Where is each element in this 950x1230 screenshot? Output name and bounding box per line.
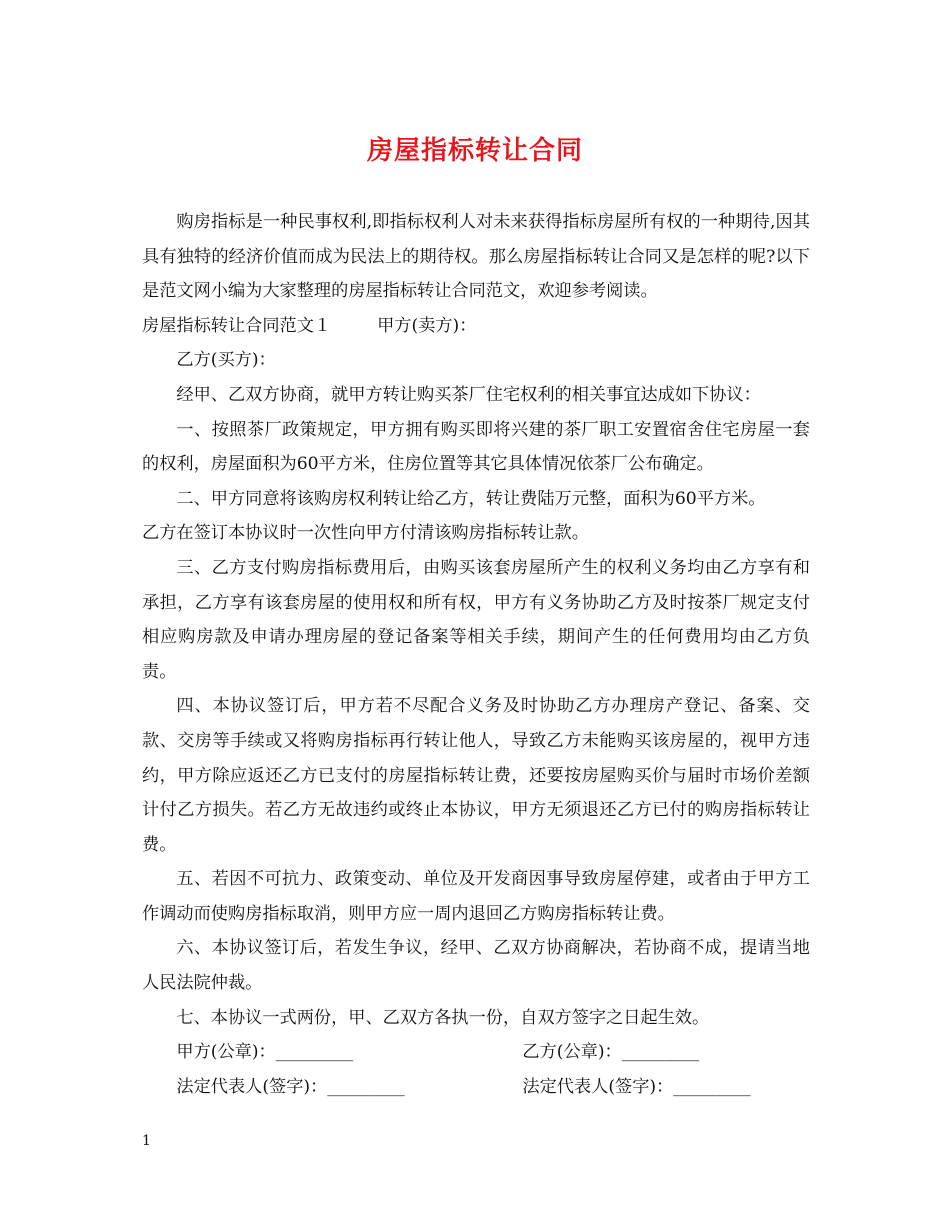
- sample-heading-line: [142, 309, 810, 344]
- clause-2: 二、甲方同意将该购房权利转让给乙方，转让费陆万元整，面积为60平方米。: [176, 488, 766, 509]
- preamble-paragraph: 经甲、乙双方协商，就甲方转让购买茶厂住宅权利的相关事宜达成如下协议：: [176, 384, 761, 405]
- clause-5: 五、若因不可抗力、政策变动、单位及开发商因事导致房屋停建，或者由于甲方工作调动而使购房指标取消，则甲方应一周内退回乙方购房指标转让费。: [142, 869, 810, 924]
- clause-3: 三、乙方支付购房指标费用后，由购买该套房屋所产生的权利义务均由乙方享有和承担，乙方享有该套房屋的使用权和所有权，甲方有义务协助乙方及时按茶厂规定支付相应购房款及申请办理房屋的登记备案等相关手续，期间产生的任何费用均由乙方负责。: [142, 557, 810, 682]
- page-number: 1: [142, 1133, 151, 1149]
- seal-signature-row: [142, 1035, 810, 1070]
- document-title: 房屋指标转让合同: [366, 136, 583, 166]
- party-a-representative-field: 法定代表人(签字)：_________: [176, 1076, 405, 1097]
- clause-7: 七、本协议一式两份，甲、乙双方各执一份，自双方签字之日起生效。: [176, 1007, 710, 1028]
- clause-1: 一、按照茶厂政策规定，甲方拥有购买即将兴建的茶厂职工安置宿舍住宅房屋一套的权利，房屋面积为60平方米，住房位置等其它具体情况依茶厂公布确定。: [142, 419, 810, 475]
- clause-2-continued: 乙方在签订本协议时一次性向甲方付清该购房指标转让款。: [142, 523, 589, 544]
- party-b-representative-field: 法定代表人(签字)：_________: [522, 1076, 751, 1097]
- representative-signature-row: [142, 1070, 810, 1105]
- party-b-label: 乙方(买方)：: [176, 350, 276, 371]
- sample-heading: 房屋指标转让合同范文１: [142, 315, 332, 336]
- document-body: [142, 205, 810, 1104]
- party-b-seal-field: 乙方(公章)：_________: [522, 1042, 700, 1063]
- party-a-label: 甲方(卖方)：: [377, 315, 477, 336]
- party-a-seal-field: 甲方(公章)：_________: [176, 1042, 354, 1063]
- clause-6: 六、本协议签订后，若发生争议，经甲、乙双方协商解决，若协商不成，提请当地人民法院仲裁。: [142, 938, 810, 994]
- intro-paragraph: 购房指标是一种民事权利,即指标权利人对未来获得指标房屋所有权的一种期待,因其具有独特的经济价值而成为民法上的期待权。那么房屋指标转让合同又是怎样的呢?以下是范文网小编为大家整理的房屋指标转让合同范文，欢迎参考阅读。: [142, 212, 810, 302]
- clause-4: 四、本协议签订后，甲方若不尽配合义务及时协助乙方办理房产登记、备案、交款、交房等手续或又将购房指标再行转让他人，导致乙方未能购买该房屋的，视甲方违约，甲方除应返还乙方已支付的房屋指标转让费，还要按房屋购买价与届时市场价差额计付乙方损失。若乙方无故违约或终止本协议，甲方无须退还乙方已付的购房指标转让费。: [142, 696, 810, 855]
